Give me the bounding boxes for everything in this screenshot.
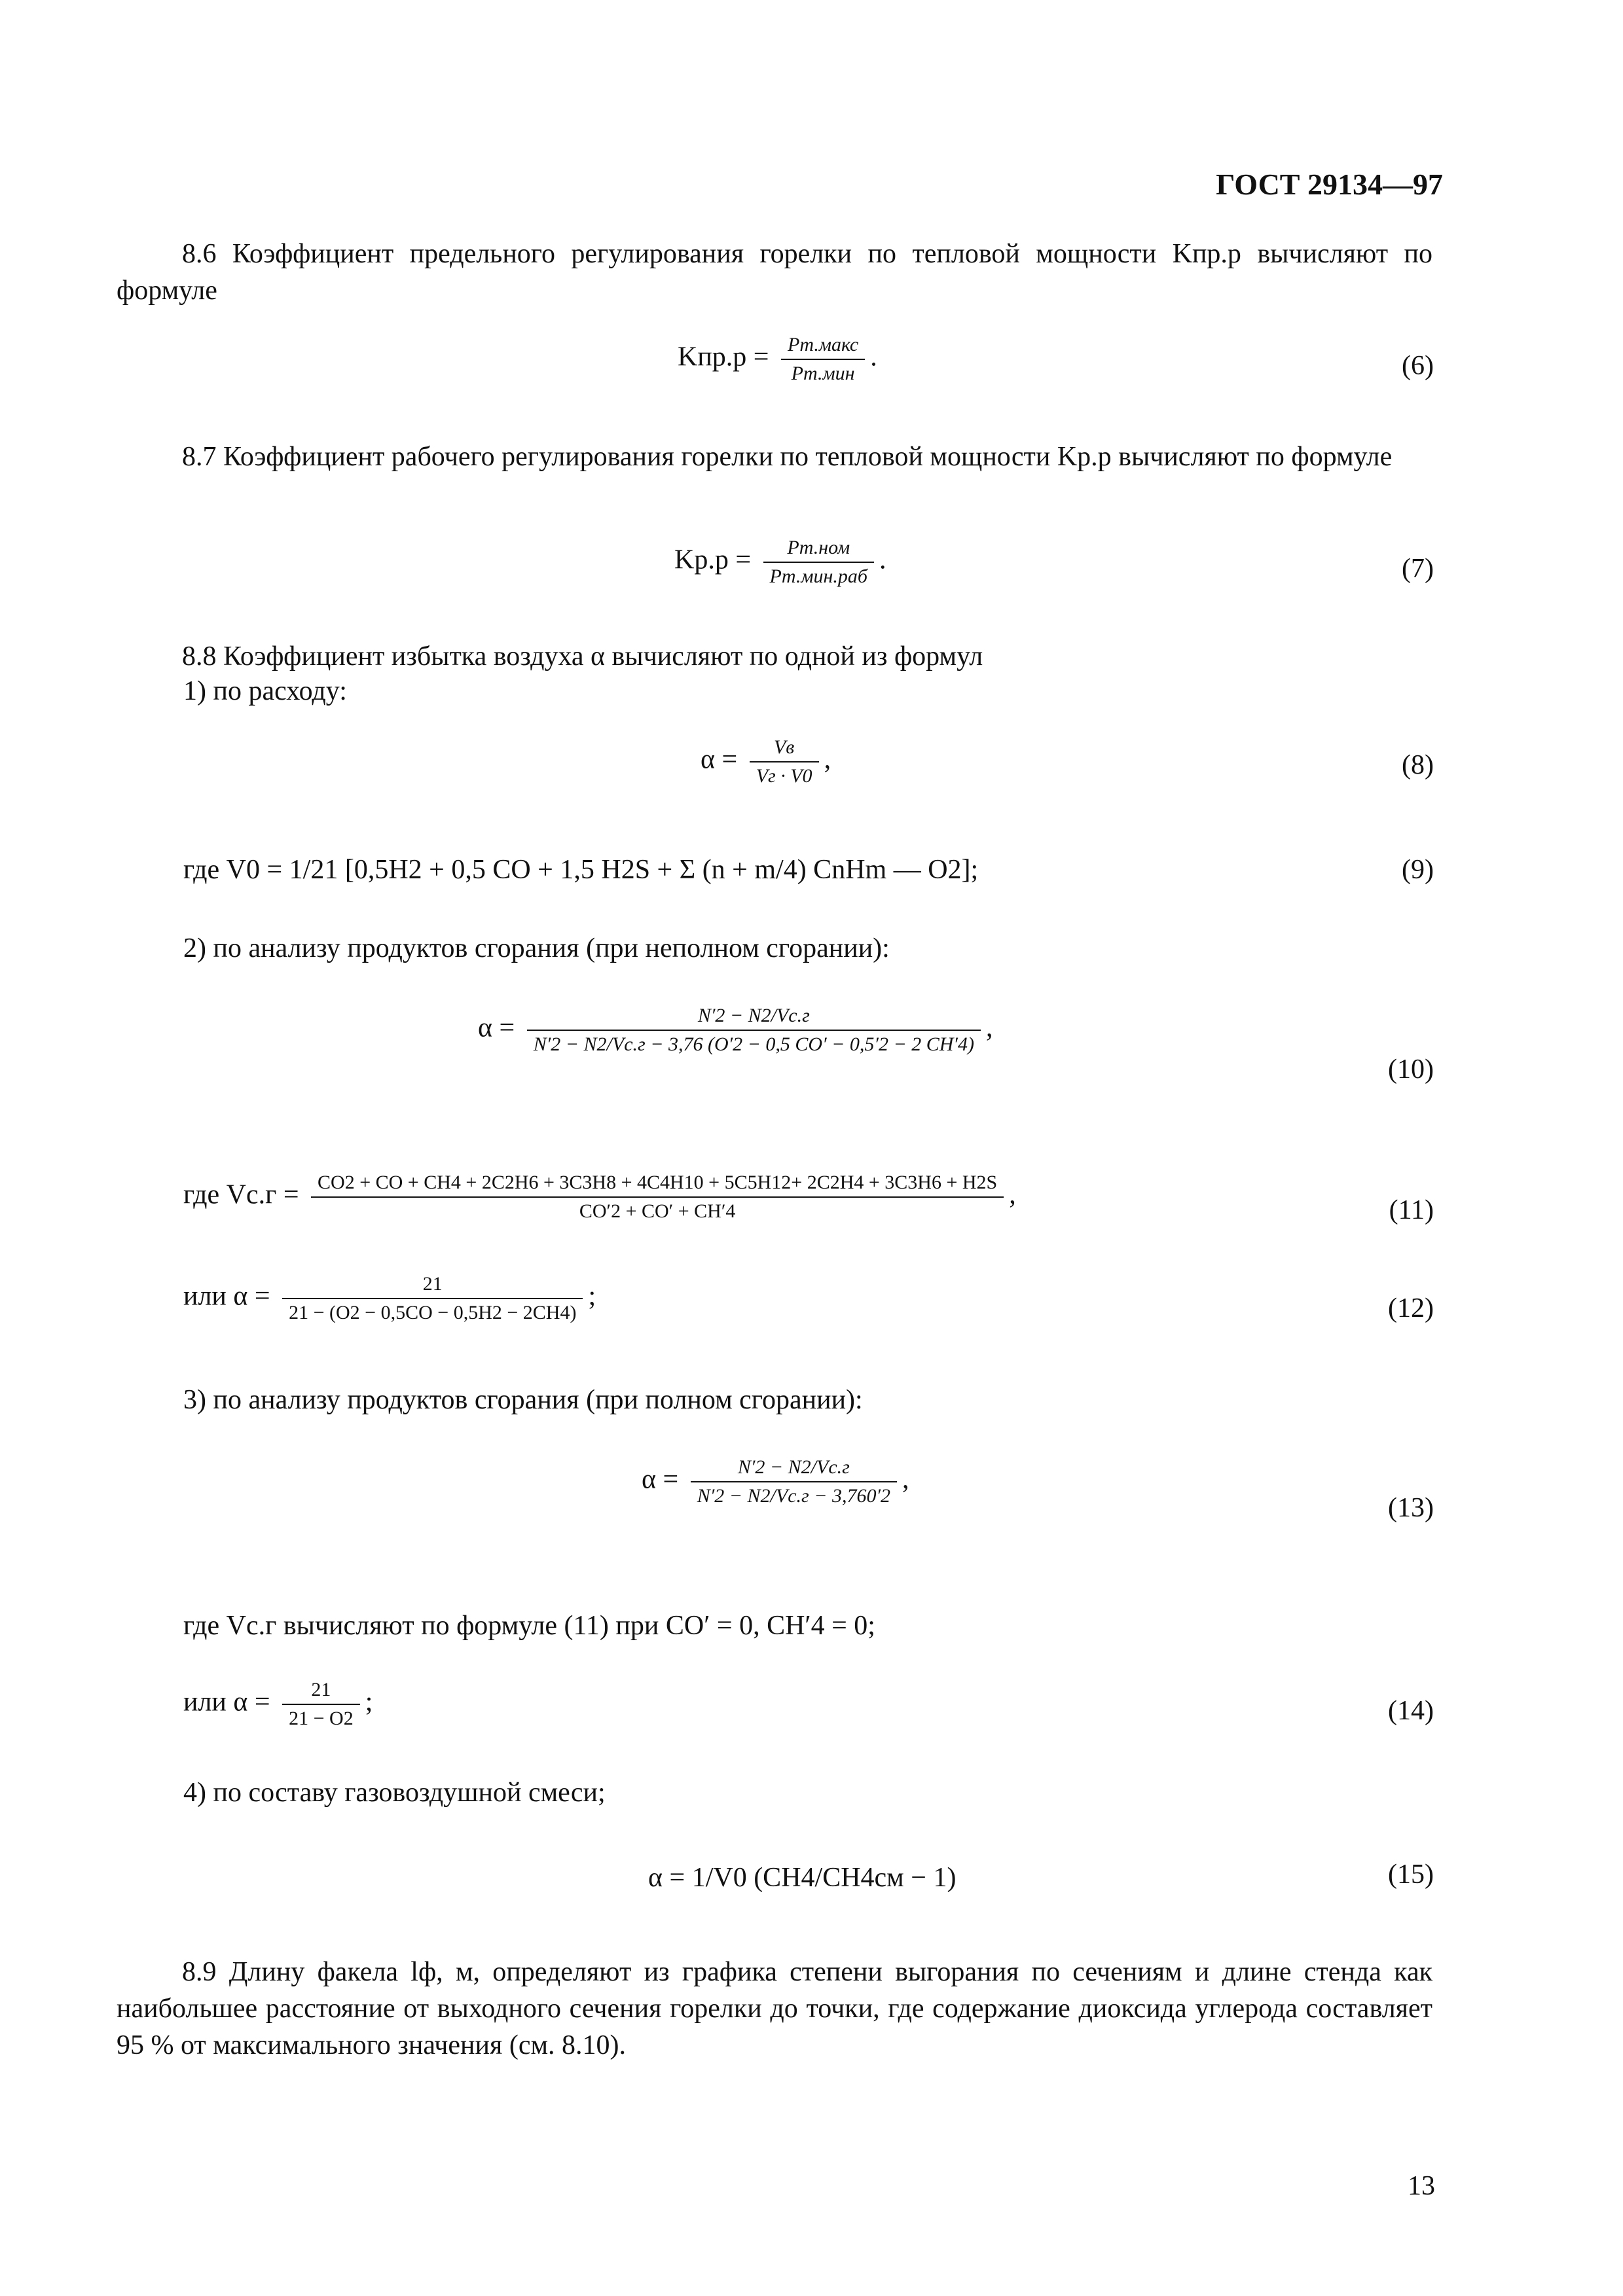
formula-7-denominator: Pт.мин.раб [769, 565, 868, 587]
formula-14-numerator: 21 [282, 1679, 360, 1705]
formula-13-denominator: N′2 − N2/Vс.г − 3,760′2 [697, 1485, 891, 1507]
formula-15: α = 1/V0 (CH4/CH4см − 1) [648, 1863, 957, 1893]
formula-13: α = $\frac{N'2 - N2/Vс.г}{N'2 - N2/Vс.г - 3,760'2}$ , [642, 1456, 909, 1507]
formula-8-numerator: Vв [750, 736, 819, 762]
formula-6-fraction [781, 334, 865, 385]
equation-number-10: (10) [1388, 1054, 1434, 1085]
equation-number-14: (14) [1388, 1696, 1434, 1726]
equation-number-15: (15) [1388, 1859, 1434, 1890]
item-1-by-flow: 1) по расходу: [183, 676, 347, 706]
formula-13-numerator: N′2 − N2/Vс.г [691, 1456, 897, 1482]
page-number: 13 [1408, 2171, 1435, 2201]
formula-12-numerator: 21 [282, 1273, 583, 1299]
formula-14-denominator: 21 − O2 [289, 1708, 354, 1729]
formula-12-lhs: или α = [183, 1281, 270, 1312]
formula-10-denominator: N′2 − N2/Vс.г − 3,76 (O′2 − 0,5 CO′ − 0,5′2 − 2 CH′4) [533, 1033, 974, 1055]
formula-6-numerator: Pт.макс [781, 334, 865, 360]
equation-number-6: (6) [1402, 351, 1434, 381]
formula-12-denominator: 21 − (O2 − 0,5CO − 0,5H2 − 2CH4) [289, 1302, 577, 1323]
equation-number-9: (9) [1402, 855, 1434, 885]
formula-12-fraction [282, 1273, 583, 1324]
formula-7: Kр.р = $\frac{\text{Pт.ном}}{\text{Pт.мин.раб}}$ . [674, 537, 886, 587]
section-8-6: 8.6 Коэффициент предельного регулирования горелки по тепловой мощности Kпр.р вычисляют по формуле [117, 239, 1432, 306]
item-2-incomplete-combustion: 2) по анализу продуктов сгорания (при неполном сгорании): [183, 933, 890, 963]
formula-11-lhs: где Vс.г = [183, 1179, 299, 1210]
formula-11: где Vс.г = CO2 + CO + CH4 + 2C2H6 + 3C3H8 + 4C4H10 + 5C5H12+ 2C2H4 + 3C3H6 + H2S CO′2 + CO′ + CH′4 , [183, 1172, 1016, 1222]
formula-13-lhs: α = [642, 1464, 679, 1495]
formula-6: Kпр.р = $\frac{\text{Pт.макс}}{\text{Pт.мин}}$ . [678, 334, 877, 384]
section-8-8: 8.8 Коэффициент избытка воздуха α вычисляют по одной из формул [182, 641, 983, 672]
formula-6-denominator: Pт.мин [791, 363, 855, 384]
formula-9: где V0 = 1/21 [0,5H2 + 0,5 CO + 1,5 H2S + Σ (n + m/4) CnHm — O2]; [183, 855, 979, 885]
formula-12: или α = $\frac{21}{21 - (O2 - 0,5CO - 0,5H2 - 2CH4)}$ ; [183, 1273, 596, 1323]
formula-8-denominator: Vг · V0 [756, 765, 812, 787]
formula-7-lhs: Kр.р = [674, 545, 752, 575]
section-8-9: 8.9 Длину факела lф, м, определяют из графика степени выгорания по сечениям и длине стенда как наибольшее расстояние от выходного сечения горелки до точки, где содержание диоксида углерода составляет 95 % от максимального значения (см. 8.10). [117, 1957, 1432, 2060]
formula-10-numerator: N′2 − N2/Vс.г [527, 1005, 981, 1031]
formula-14: или α = $\frac{21}{21 - O2}$ ; [183, 1679, 373, 1729]
formula-8-lhs: α = [701, 744, 738, 775]
formula-10-fraction [527, 1005, 981, 1056]
section-8-7: 8.7 Коэффициент рабочего регулирования горелки по тепловой мощности Kр.р вычисляют по формуле [182, 442, 1393, 472]
formula-11-numerator: CO2 + CO + CH4 + 2C2H6 + 3C3H8 + 4C4H10 + 5C5H12+ 2C2H4 + 3C3H6 + H2S [311, 1172, 1004, 1198]
formula-6-lhs: Kпр.р = [678, 342, 769, 372]
formula-8: α = $\frac{Vв}{Vг \cdot V0}$ , [701, 736, 831, 787]
equation-number-13: (13) [1388, 1493, 1434, 1523]
formula-10: α = $\frac{N'2 - N2/Vс.г}{N'2 - N2/Vс.г - 3,76 (O'2 - 0,5 CO' - 0,5'2 - 2 CH'4)}$ , [478, 1005, 993, 1055]
formula-11-fraction [311, 1172, 1004, 1223]
formula-11-denominator: CO′2 + CO′ + CH′4 [579, 1200, 736, 1222]
formula-8-fraction [750, 736, 819, 787]
formula-7-numerator: Pт.ном [763, 537, 874, 563]
item-3-complete-combustion: 3) по анализу продуктов сгорания (при полном сгорании): [183, 1385, 863, 1415]
formula-10-lhs: α = [478, 1013, 515, 1043]
equation-number-12: (12) [1388, 1293, 1434, 1323]
formula-14-lhs: или α = [183, 1687, 270, 1717]
formula-14-fraction [282, 1679, 360, 1730]
formula-7-fraction [763, 537, 874, 588]
document-header: ГОСТ 29134—97 [1216, 168, 1443, 201]
equation-number-11: (11) [1389, 1195, 1434, 1225]
formula-13-fraction [691, 1456, 897, 1507]
equation-number-7: (7) [1402, 554, 1434, 584]
item-3-note: где Vс.г вычисляют по формуле (11) при CO′ = 0, CH′4 = 0; [183, 1611, 875, 1641]
equation-number-8: (8) [1402, 750, 1434, 780]
item-4-gas-air-mixture: 4) по составу газовоздушной смеси; [183, 1778, 606, 1808]
